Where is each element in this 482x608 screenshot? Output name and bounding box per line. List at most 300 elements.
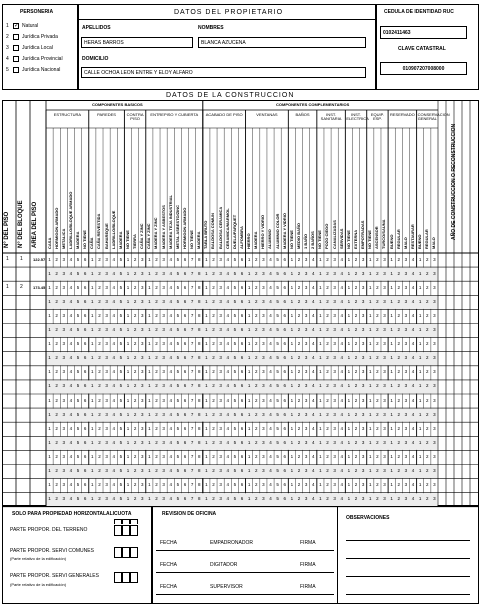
grid-cell[interactable]: 6 <box>183 355 187 361</box>
grid-cell[interactable]: 1 <box>91 355 94 361</box>
grid-cell[interactable]: 1 <box>91 312 94 318</box>
grid-cell[interactable]: 4 <box>226 284 229 290</box>
grid-cell[interactable]: 1 <box>48 397 51 403</box>
grid-cell[interactable]: 2 <box>98 383 101 389</box>
grid-cell[interactable]: 5 <box>119 298 123 304</box>
grid-cell[interactable]: 2 <box>133 383 137 389</box>
grid-cell[interactable]: 7 <box>190 298 194 304</box>
grid-cell[interactable]: 1 <box>347 312 351 318</box>
grid-cell[interactable]: 2 <box>98 369 101 375</box>
grid-cell[interactable]: 2 <box>133 397 137 403</box>
grid-cell[interactable]: 1 <box>418 383 422 389</box>
grid-cell[interactable]: 6 <box>283 425 286 431</box>
grid-cell[interactable]: 3 <box>383 341 386 347</box>
grid-cell[interactable]: 1 <box>91 256 94 262</box>
year-cell[interactable] <box>463 466 469 478</box>
grid-cell[interactable]: 4 <box>340 439 344 445</box>
grid-cell[interactable]: 4 <box>169 256 172 262</box>
grid-cell[interactable]: 4 <box>411 425 415 431</box>
grid-cell[interactable]: 4 <box>226 425 229 431</box>
grid-cell[interactable]: 2 <box>98 327 101 332</box>
grid-cell[interactable]: 1 <box>418 256 422 262</box>
grid-cell[interactable]: 4 <box>269 453 272 459</box>
grid-cell[interactable]: 1 <box>418 327 422 332</box>
grid-cell[interactable]: 5 <box>233 482 237 488</box>
grid-cell[interactable]: 2 <box>376 312 379 318</box>
year-cell[interactable] <box>447 381 453 393</box>
year-cell[interactable] <box>463 480 469 492</box>
grid-cell[interactable]: 5 <box>276 383 279 389</box>
grid-cell[interactable]: 4 <box>112 355 115 361</box>
grid-cell[interactable]: 3 <box>219 383 222 389</box>
grid-cell[interactable]: 1 <box>290 411 294 417</box>
grid-cell[interactable]: 1 <box>48 256 51 262</box>
grid-cell[interactable]: 1 <box>205 341 208 347</box>
grid-cell[interactable]: 1 <box>148 256 151 262</box>
grid-cell[interactable]: 3 <box>105 327 108 332</box>
grid-cell[interactable]: 4 <box>312 468 315 473</box>
revision-signature-line[interactable] <box>156 550 334 551</box>
grid-cell[interactable]: 4 <box>226 482 229 488</box>
grid-cell[interactable]: 4 <box>226 327 229 332</box>
grid-cell[interactable]: 2 <box>55 355 58 361</box>
grid-cell[interactable]: 3 <box>262 482 265 488</box>
grid-cell[interactable]: 3 <box>105 312 108 318</box>
grid-cell[interactable]: 1 <box>247 482 251 488</box>
grid-cell[interactable]: 2 <box>254 439 258 445</box>
grid-cell[interactable]: 6 <box>240 425 244 431</box>
grid-cell[interactable]: 3 <box>433 270 436 276</box>
grid-cell[interactable]: 1 <box>126 355 130 361</box>
grid-cell[interactable]: 2 <box>254 453 258 459</box>
grid-cell[interactable]: 1 <box>290 341 294 347</box>
grid-cell[interactable]: 5 <box>119 383 123 389</box>
grid-cell[interactable]: 1 <box>126 369 130 375</box>
grid-cell[interactable]: 3 <box>262 383 265 389</box>
grid-cell[interactable]: 3 <box>162 369 165 375</box>
grid-cell[interactable]: 1 <box>347 411 351 417</box>
grid-cell[interactable]: 1 <box>369 397 372 403</box>
year-cell[interactable] <box>463 367 469 379</box>
grid-cell[interactable]: 1 <box>290 355 294 361</box>
year-cell[interactable] <box>455 466 461 478</box>
grid-cell[interactable]: 1 <box>369 312 372 318</box>
grid-cell[interactable]: 6 <box>283 327 286 332</box>
grid-cell[interactable]: 3 <box>262 439 265 445</box>
grid-cell[interactable]: 5 <box>176 453 180 459</box>
grid-cell[interactable]: 2 <box>212 397 215 403</box>
grid-cell[interactable]: 1 <box>290 284 294 290</box>
grid-cell[interactable]: 1 <box>369 468 372 473</box>
grid-cell[interactable]: 3 <box>304 453 308 459</box>
grid-cell[interactable]: 1 <box>390 284 393 290</box>
grid-cell[interactable]: 2 <box>354 496 358 502</box>
grid-cell[interactable]: 1 <box>418 298 422 304</box>
year-cell[interactable] <box>447 254 453 266</box>
grid-cell[interactable]: 1 <box>126 496 130 502</box>
grid-cell[interactable]: 5 <box>76 327 80 332</box>
grid-cell[interactable]: 3 <box>162 312 165 318</box>
grid-cell[interactable]: 2 <box>354 411 358 417</box>
grid-cell[interactable]: 3 <box>304 482 308 488</box>
grid-cell[interactable]: 4 <box>112 468 115 473</box>
grid-cell[interactable]: 2 <box>98 482 101 488</box>
grid-cell[interactable]: 4 <box>69 411 73 417</box>
grid-cell[interactable]: 2 <box>55 298 58 304</box>
grid-cell[interactable]: 3 <box>105 397 108 403</box>
grid-cell[interactable]: 4 <box>312 453 315 459</box>
grid-cell[interactable]: 5 <box>76 397 80 403</box>
grid-cell[interactable]: 6 <box>240 383 244 389</box>
grid-cell[interactable]: 7 <box>190 270 194 276</box>
year-cell[interactable] <box>455 395 461 407</box>
grid-cell[interactable]: 1 <box>91 298 94 304</box>
grid-cell[interactable]: 1 <box>205 439 208 445</box>
cedula-field[interactable]: 0102411463 <box>380 26 467 39</box>
grid-cell[interactable]: 6 <box>240 341 244 347</box>
grid-cell[interactable]: 2 <box>133 369 137 375</box>
grid-cell[interactable]: 3 <box>262 298 265 304</box>
grid-cell[interactable]: 3 <box>383 355 386 361</box>
grid-cell[interactable]: 1 <box>48 270 51 276</box>
grid-cell[interactable]: 1 <box>390 439 393 445</box>
grid-cell[interactable]: 2 <box>254 298 258 304</box>
grid-cell[interactable]: 2 <box>133 256 137 262</box>
year-cell[interactable] <box>439 296 445 308</box>
grid-cell[interactable]: 2 <box>98 298 101 304</box>
grid-cell[interactable]: 1 <box>247 270 251 276</box>
grid-cell[interactable]: 5 <box>276 482 279 488</box>
grid-cell[interactable]: 5 <box>119 496 123 502</box>
grid-cell[interactable]: 2 <box>254 482 258 488</box>
grid-cell[interactable]: 1 <box>126 439 130 445</box>
grid-cell[interactable]: 5 <box>176 383 180 389</box>
grid-cell[interactable]: 4 <box>340 312 344 318</box>
grid-cell[interactable]: 7 <box>190 369 194 375</box>
grid-cell[interactable]: 2 <box>98 496 101 502</box>
year-cell[interactable] <box>439 353 445 365</box>
grid-cell[interactable]: 2 <box>397 468 401 473</box>
grid-cell[interactable]: 3 <box>404 397 408 403</box>
grid-cell[interactable]: 1 <box>369 256 372 262</box>
grid-cell[interactable]: 2 <box>376 355 379 361</box>
grid-cell[interactable]: 6 <box>283 369 286 375</box>
grid-cell[interactable]: 4 <box>169 284 172 290</box>
grid-cell[interactable]: 3 <box>162 496 165 502</box>
grid-cell[interactable]: 1 <box>319 411 322 417</box>
grid-cell[interactable]: 2 <box>212 369 215 375</box>
grid-cell[interactable]: 3 <box>304 496 308 502</box>
grid-cell[interactable]: 4 <box>411 482 415 488</box>
grid-cell[interactable]: 1 <box>205 369 208 375</box>
grid-cell[interactable]: 4 <box>112 256 115 262</box>
grid-cell[interactable]: 2 <box>354 369 358 375</box>
grid-cell[interactable]: 6 <box>240 411 244 417</box>
grid-cell[interactable]: 1 <box>319 439 322 445</box>
grid-cell[interactable]: 6 <box>83 439 87 445</box>
grid-cell[interactable]: 3 <box>383 298 386 304</box>
grid-cell[interactable]: 1 <box>319 383 322 389</box>
grid-cell[interactable]: 5 <box>276 397 279 403</box>
grid-cell[interactable]: 2 <box>397 284 401 290</box>
grid-cell[interactable]: 4 <box>340 411 344 417</box>
grid-cell[interactable]: 1 <box>205 355 208 361</box>
grid-cell[interactable]: 1 <box>247 439 251 445</box>
grid-cell[interactable]: 2 <box>212 341 215 347</box>
grid-cell[interactable]: 4 <box>269 369 272 375</box>
grid-cell[interactable]: 3 <box>262 327 265 332</box>
grid-cell[interactable]: 3 <box>140 468 144 473</box>
revision-signature-line[interactable] <box>156 572 334 573</box>
grid-cell[interactable]: 4 <box>411 369 415 375</box>
grid-cell[interactable]: 4 <box>340 270 344 276</box>
grid-cell[interactable]: 5 <box>76 298 80 304</box>
grid-cell[interactable]: 3 <box>333 327 336 332</box>
grid-cell[interactable]: 4 <box>226 298 229 304</box>
grid-cell[interactable]: 6 <box>183 298 187 304</box>
grid-cell[interactable]: 3 <box>304 355 308 361</box>
grid-cell[interactable]: 3 <box>433 312 436 318</box>
grid-cell[interactable]: 3 <box>262 453 265 459</box>
grid-cell[interactable]: 3 <box>62 298 66 304</box>
grid-cell[interactable]: 6 <box>83 270 87 276</box>
year-cell[interactable] <box>447 282 453 294</box>
grid-cell[interactable]: 6 <box>83 355 87 361</box>
grid-cell[interactable]: 3 <box>383 369 386 375</box>
grid-cell[interactable]: 2 <box>326 397 329 403</box>
grid-cell[interactable]: 4 <box>312 425 315 431</box>
year-cell[interactable] <box>455 494 461 506</box>
grid-cell[interactable]: 3 <box>140 425 144 431</box>
grid-cell[interactable]: 1 <box>247 312 251 318</box>
year-cell[interactable] <box>447 268 453 280</box>
grid-cell[interactable]: 2 <box>254 284 258 290</box>
year-cell[interactable] <box>455 310 461 322</box>
year-cell[interactable] <box>439 254 445 266</box>
grid-cell[interactable]: 3 <box>219 468 222 473</box>
grid-cell[interactable]: 2 <box>354 383 358 389</box>
grid-cell[interactable]: 2 <box>155 312 158 318</box>
grid-cell[interactable]: 3 <box>304 439 308 445</box>
grid-cell[interactable]: 1 <box>418 468 422 473</box>
alicuota-digit-box[interactable] <box>114 525 122 536</box>
grid-cell[interactable]: 3 <box>105 383 108 389</box>
alicuota-digit-box[interactable] <box>130 547 138 558</box>
grid-cell[interactable]: 2 <box>55 411 58 417</box>
year-cell[interactable] <box>439 367 445 379</box>
grid-cell[interactable]: 6 <box>183 256 187 262</box>
grid-cell[interactable]: 4 <box>312 482 315 488</box>
grid-cell[interactable]: 7 <box>190 439 194 445</box>
year-cell[interactable] <box>447 296 453 308</box>
grid-cell[interactable]: 3 <box>262 397 265 403</box>
grid-cell[interactable]: 1 <box>126 468 130 473</box>
year-cell[interactable] <box>439 480 445 492</box>
grid-cell[interactable]: 4 <box>269 341 272 347</box>
grid-cell[interactable]: 4 <box>312 439 315 445</box>
grid-cell[interactable]: 1 <box>347 270 351 276</box>
year-cell[interactable] <box>471 494 477 506</box>
grid-cell[interactable]: 2 <box>426 256 429 262</box>
grid-cell[interactable]: 1 <box>48 453 51 459</box>
grid-cell[interactable]: 1 <box>290 482 294 488</box>
grid-cell[interactable]: 4 <box>411 468 415 473</box>
grid-cell[interactable]: 2 <box>397 482 401 488</box>
grid-cell[interactable]: 6 <box>83 341 87 347</box>
grid-cell[interactable]: 2 <box>254 425 258 431</box>
grid-cell[interactable]: 6 <box>240 256 244 262</box>
grid-cell[interactable]: 4 <box>340 355 344 361</box>
grid-cell[interactable]: 3 <box>262 468 265 473</box>
grid-cell[interactable]: 2 <box>55 468 58 473</box>
grid-cell[interactable]: 4 <box>411 411 415 417</box>
grid-cell[interactable]: 1 <box>247 355 251 361</box>
grid-cell[interactable]: 3 <box>140 397 144 403</box>
grid-cell[interactable]: 5 <box>176 341 180 347</box>
grid-cell[interactable]: 2 <box>133 312 137 318</box>
grid-cell[interactable]: 3 <box>304 411 308 417</box>
grid-cell[interactable]: 1 <box>290 383 294 389</box>
grid-cell[interactable]: 3 <box>219 312 222 318</box>
grid-cell[interactable]: 5 <box>119 453 123 459</box>
grid-cell[interactable]: 1 <box>390 482 393 488</box>
grid-cell[interactable]: 4 <box>340 284 344 290</box>
grid-cell[interactable]: 2 <box>426 298 429 304</box>
grid-cell[interactable]: 5 <box>276 369 279 375</box>
grid-cell[interactable]: 1 <box>319 425 322 431</box>
year-cell[interactable] <box>447 451 453 463</box>
grid-cell[interactable]: 1 <box>148 425 151 431</box>
grid-cell[interactable]: 1 <box>418 355 422 361</box>
grid-cell[interactable]: 3 <box>333 312 336 318</box>
grid-cell[interactable]: 2 <box>426 312 429 318</box>
grid-cell[interactable]: 2 <box>133 482 137 488</box>
grid-cell[interactable]: 2 <box>297 453 301 459</box>
grid-cell[interactable]: 2 <box>297 256 301 262</box>
grid-cell[interactable]: 4 <box>69 425 73 431</box>
grid-cell[interactable]: 4 <box>169 369 172 375</box>
year-cell[interactable] <box>471 268 477 280</box>
grid-cell[interactable]: 2 <box>376 383 379 389</box>
grid-cell[interactable]: 4 <box>411 284 415 290</box>
grid-cell[interactable]: 3 <box>361 397 365 403</box>
grid-cell[interactable]: 3 <box>433 327 436 332</box>
grid-cell[interactable]: 6 <box>240 439 244 445</box>
grid-cell[interactable]: 1 <box>148 327 151 332</box>
grid-cell[interactable]: 2 <box>133 468 137 473</box>
grid-cell[interactable]: 5 <box>119 312 123 318</box>
grid-cell[interactable]: 5 <box>76 256 80 262</box>
grid-cell[interactable]: 4 <box>226 270 229 276</box>
grid-cell[interactable]: 1 <box>91 453 94 459</box>
grid-cell[interactable]: 1 <box>290 369 294 375</box>
grid-cell[interactable]: 6 <box>240 355 244 361</box>
grid-cell[interactable]: 2 <box>55 369 58 375</box>
grid-cell[interactable]: 4 <box>312 383 315 389</box>
grid-cell[interactable]: 1 <box>48 355 51 361</box>
grid-cell[interactable]: 1 <box>418 341 422 347</box>
grid-cell[interactable]: 2 <box>397 496 401 502</box>
grid-cell[interactable]: 1 <box>319 482 322 488</box>
grid-cell[interactable]: 6 <box>83 383 87 389</box>
grid-cell[interactable]: 4 <box>226 312 229 318</box>
grid-cell[interactable]: 4 <box>226 453 229 459</box>
grid-cell[interactable]: 2 <box>297 312 301 318</box>
grid-cell[interactable]: 1 <box>319 270 322 276</box>
grid-cell[interactable]: 1 <box>91 341 94 347</box>
grid-cell[interactable]: 3 <box>433 482 436 488</box>
grid-cell[interactable]: 1 <box>48 369 51 375</box>
grid-cell[interactable]: 3 <box>333 341 336 347</box>
grid-cell[interactable]: 3 <box>62 383 66 389</box>
grid-cell[interactable]: 1 <box>347 425 351 431</box>
year-cell[interactable] <box>447 353 453 365</box>
grid-cell[interactable]: 3 <box>62 496 66 502</box>
grid-cell[interactable]: 3 <box>333 496 336 502</box>
grid-cell[interactable]: 2 <box>354 312 358 318</box>
grid-cell[interactable]: 2 <box>426 496 429 502</box>
grid-cell[interactable]: 4 <box>269 284 272 290</box>
grid-cell[interactable]: 4 <box>112 439 115 445</box>
grid-cell[interactable]: 6 <box>183 284 187 290</box>
grid-cell[interactable]: 2 <box>426 425 429 431</box>
year-cell[interactable] <box>455 437 461 449</box>
year-cell[interactable] <box>455 296 461 308</box>
grid-cell[interactable]: 1 <box>247 425 251 431</box>
grid-cell[interactable]: 8 <box>197 383 201 389</box>
grid-cell[interactable]: 3 <box>140 482 144 488</box>
grid-cell[interactable]: 1 <box>369 341 372 347</box>
year-cell[interactable] <box>439 466 445 478</box>
grid-cell[interactable]: 5 <box>233 256 237 262</box>
grid-cell[interactable]: 3 <box>62 482 66 488</box>
grid-cell[interactable]: 2 <box>326 383 329 389</box>
grid-cell[interactable]: 6 <box>183 369 187 375</box>
grid-cell[interactable]: 2 <box>55 383 58 389</box>
grid-cell[interactable]: 2 <box>326 355 329 361</box>
grid-cell[interactable]: 6 <box>240 270 244 276</box>
year-cell[interactable] <box>455 480 461 492</box>
grid-cell[interactable]: 6 <box>283 355 286 361</box>
grid-cell[interactable]: 2 <box>254 468 258 473</box>
grid-cell[interactable]: 1 <box>319 468 322 473</box>
grid-cell[interactable]: 2 <box>55 397 58 403</box>
grid-cell[interactable]: 4 <box>411 397 415 403</box>
grid-cell[interactable]: 5 <box>233 312 237 318</box>
grid-cell[interactable]: 1 <box>290 312 294 318</box>
year-cell[interactable] <box>447 339 453 351</box>
grid-cell[interactable]: 1 <box>91 270 94 276</box>
grid-cell[interactable]: 1 <box>148 397 151 403</box>
grid-cell[interactable]: 3 <box>140 496 144 502</box>
grid-cell[interactable]: 4 <box>340 453 344 459</box>
grid-cell[interactable]: 4 <box>312 369 315 375</box>
grid-cell[interactable]: 1 <box>247 256 251 262</box>
grid-cell[interactable]: 3 <box>219 425 222 431</box>
grid-cell[interactable]: 1 <box>91 439 94 445</box>
grid-cell[interactable]: 7 <box>190 425 194 431</box>
grid-cell[interactable]: 1 <box>91 369 94 375</box>
grid-cell[interactable]: 2 <box>212 355 215 361</box>
grid-cell[interactable]: 3 <box>361 468 365 473</box>
grid-cell[interactable]: 3 <box>140 270 144 276</box>
grid-cell[interactable]: 4 <box>112 453 115 459</box>
grid-cell[interactable]: 3 <box>219 482 222 488</box>
grid-cell[interactable]: 1 <box>347 298 351 304</box>
year-cell[interactable] <box>463 325 469 337</box>
grid-cell[interactable]: 6 <box>183 270 187 276</box>
grid-cell[interactable]: 3 <box>105 411 108 417</box>
